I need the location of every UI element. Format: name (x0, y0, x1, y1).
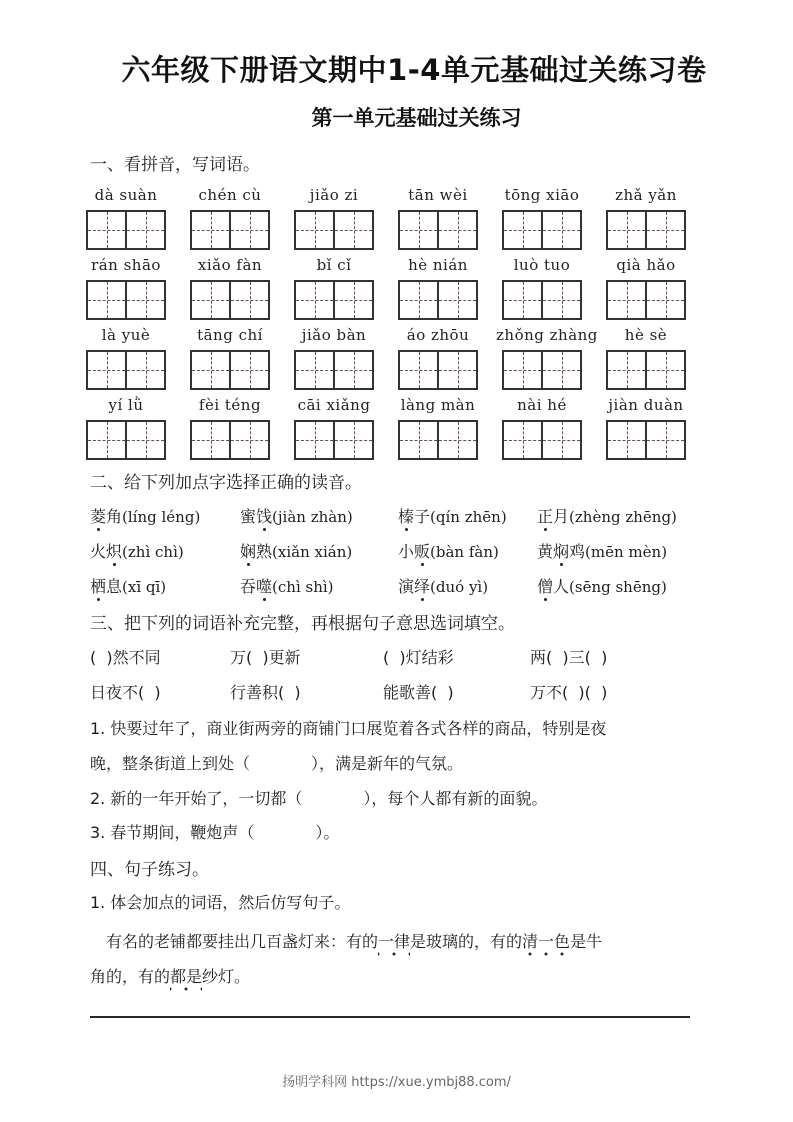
character-cell[interactable] (437, 422, 476, 458)
dotted-character: 噬 (256, 577, 273, 596)
character-cell[interactable] (541, 422, 580, 458)
reading-choice-item: 吞噬(chì shì) (240, 577, 334, 596)
tianzi-box[interactable] (398, 210, 478, 250)
character-cell[interactable] (125, 422, 164, 458)
idiom-blank-item[interactable]: 两( )三( ) (530, 648, 608, 667)
pinyin-label: jiàn duàn (608, 396, 684, 414)
unit-subtitle: 第一单元基础过关练习 (311, 106, 522, 130)
pronunciation-options[interactable]: (jiàn zhàn) (272, 508, 353, 526)
idiom-blank-item[interactable]: ( )灯结彩 (383, 648, 454, 667)
character-cell[interactable] (125, 352, 164, 388)
character-cell[interactable] (400, 212, 437, 248)
fill-sentence-2: 2. 新的一年开始了，一切都（ ），每个人都有新的面貌。 (90, 789, 548, 808)
pinyin-label: rán shāo (91, 256, 161, 274)
pinyin-label: tān wèi (408, 186, 468, 204)
character-cell[interactable] (333, 282, 372, 318)
reading-choice-item: 小贩(bàn fàn) (398, 542, 499, 561)
section-4-heading: 四、句子练习。 (90, 860, 209, 880)
dotted-character: 僧 (537, 577, 554, 596)
character-cell[interactable] (608, 282, 645, 318)
tianzi-box[interactable] (398, 420, 478, 460)
pinyin-label: hè nián (408, 256, 468, 274)
pinyin-label: xiǎo fàn (197, 256, 263, 274)
character-cell[interactable] (333, 212, 372, 248)
character-cell[interactable] (296, 352, 333, 388)
reading-choice-item: 蜜饯(jiàn zhàn) (240, 507, 353, 526)
character-cell[interactable] (504, 212, 541, 248)
reading-choice-item: 栖息(xī qī) (90, 577, 167, 596)
dotted-character: 菱 (90, 507, 107, 526)
page-title: 六年级下册语文期中1-4单元基础过关练习卷 (121, 53, 707, 87)
pinyin-label: chén cù (198, 186, 262, 204)
pinyin-label: qià hǎo (616, 256, 676, 274)
dotted-character: 焖 (553, 542, 570, 561)
tianzi-box[interactable] (86, 210, 166, 250)
reading-choice-item: 榛子(qín zhēn) (398, 507, 507, 526)
character-cell[interactable] (296, 422, 333, 458)
character-cell[interactable] (437, 282, 476, 318)
pronunciation-options[interactable]: (duó yì) (430, 578, 489, 596)
pinyin-label: zhǎ yǎn (615, 186, 677, 204)
idiom-blank-item[interactable]: 万( )更新 (230, 648, 301, 667)
pronunciation-options[interactable]: (sēng shēng) (569, 578, 667, 596)
section-2-heading: 二、给下列加点字选择正确的读音。 (90, 473, 362, 493)
reading-choice-item: 火炽(zhì chì) (90, 542, 184, 561)
pinyin-label: tāng chí (197, 326, 263, 344)
pinyin-label: yí lǜ (108, 396, 144, 414)
character-cell[interactable] (400, 352, 437, 388)
pronunciation-options[interactable]: (chì shì) (272, 578, 334, 596)
fill-sentence-1b: 晚，整条街道上到处（ ），满是新年的气氛。 (90, 754, 464, 773)
pronunciation-options[interactable]: (zhì chì) (122, 543, 184, 561)
pinyin-label: jiǎo bàn (301, 326, 367, 344)
dotted-word-qingyise: 清一色 (522, 932, 570, 957)
character-cell[interactable] (88, 422, 125, 458)
tianzi-box[interactable] (398, 350, 478, 390)
character-cell[interactable] (192, 282, 229, 318)
character-cell[interactable] (645, 352, 684, 388)
fill-sentence-1a: 1. 快要过年了，商业街两旁的商铺门口展览着各式各样的商品，特别是夜 (90, 719, 607, 738)
pinyin-label: là yuè (101, 326, 151, 344)
tianzi-box[interactable] (190, 420, 270, 460)
dotted-character: 炽 (106, 542, 123, 561)
tianzi-box[interactable] (502, 210, 582, 250)
character-cell[interactable] (608, 212, 645, 248)
pinyin-label: jiǎo zi (309, 186, 359, 204)
pinyin-label: tōng xiāo (504, 186, 580, 204)
idiom-blank-item[interactable]: 行善积( ) (230, 683, 301, 702)
character-cell[interactable] (125, 212, 164, 248)
pronunciation-options[interactable]: (líng léng) (122, 508, 201, 526)
pronunciation-options[interactable]: (xiǎn xián) (272, 543, 353, 561)
idiom-blank-item[interactable]: ( )然不同 (90, 648, 161, 667)
tianzi-box[interactable] (606, 210, 686, 250)
section-3-heading: 三、把下列的词语补充完整，再根据句子意思选词填空。 (90, 614, 515, 634)
tianzi-box[interactable] (294, 350, 374, 390)
tianzi-box[interactable] (190, 350, 270, 390)
character-cell[interactable] (296, 212, 333, 248)
dotted-word-doushi: 都是 (170, 967, 202, 992)
tianzi-box[interactable] (86, 420, 166, 460)
pinyin-label: luò tuo (513, 256, 571, 274)
pinyin-label: nài hé (517, 396, 567, 414)
pronunciation-options[interactable]: (xī qī) (122, 578, 167, 596)
character-cell[interactable] (437, 352, 476, 388)
tianzi-box[interactable] (190, 280, 270, 320)
dotted-character: 榛 (398, 507, 415, 526)
idiom-blank-item[interactable]: 日夜不( ) (90, 683, 161, 702)
character-cell[interactable] (88, 282, 125, 318)
fill-sentence-3: 3. 春节期间，鞭炮声（ ）。 (90, 823, 340, 842)
tianzi-box[interactable] (86, 350, 166, 390)
tianzi-box[interactable] (502, 420, 582, 460)
tianzi-box[interactable] (398, 280, 478, 320)
pronunciation-options[interactable]: (qín zhēn) (430, 508, 507, 526)
character-cell[interactable] (229, 422, 268, 458)
sentence-practice-prompt: 1. 体会加点的词语，然后仿写句子。 (90, 893, 351, 912)
reading-choice-item: 黄焖鸡(mēn mèn) (537, 542, 668, 561)
character-cell[interactable] (645, 212, 684, 248)
character-cell[interactable] (229, 352, 268, 388)
character-cell[interactable] (88, 352, 125, 388)
pronunciation-options[interactable]: (bàn fàn) (430, 543, 499, 561)
dotted-character: 娴 (240, 542, 257, 561)
dotted-character: 栖 (90, 577, 107, 596)
character-cell[interactable] (645, 422, 684, 458)
pinyin-label: cāi xiǎng (297, 396, 371, 414)
reading-choice-item: 僧人(sēng shēng) (537, 577, 667, 596)
character-cell[interactable] (541, 352, 580, 388)
pinyin-label: dà suàn (94, 186, 158, 204)
character-cell[interactable] (541, 212, 580, 248)
footer-watermark: 扬明学科网 https://xue.ymbj88.com/ (282, 1075, 511, 1090)
character-cell[interactable] (192, 422, 229, 458)
pinyin-label: làng màn (400, 396, 476, 414)
character-cell[interactable] (296, 282, 333, 318)
pinyin-label: fèi téng (198, 396, 262, 414)
tianzi-box[interactable] (190, 210, 270, 250)
pinyin-label: áo zhōu (406, 326, 470, 344)
answer-writing-line[interactable] (90, 1016, 690, 1018)
example-sentence-line-1: 有名的老铺都要挂出几百盏灯来：有的一律是玻璃的，有的清一色是牛 (106, 929, 602, 952)
character-cell[interactable] (192, 352, 229, 388)
character-cell[interactable] (504, 282, 541, 318)
character-cell[interactable] (88, 212, 125, 248)
dotted-character: 饯 (256, 507, 273, 526)
character-cell[interactable] (608, 422, 645, 458)
character-cell[interactable] (333, 422, 372, 458)
character-cell[interactable] (192, 212, 229, 248)
reading-choice-item: 正月(zhèng zhēng) (537, 507, 677, 526)
pronunciation-options[interactable]: (zhèng zhēng) (569, 508, 677, 526)
tianzi-box[interactable] (86, 280, 166, 320)
pinyin-label: zhǒng zhàng (496, 326, 598, 344)
reading-choice-item: 菱角(líng léng) (90, 507, 201, 526)
tianzi-box[interactable] (606, 350, 686, 390)
character-cell[interactable] (608, 352, 645, 388)
character-cell[interactable] (229, 282, 268, 318)
character-cell[interactable] (333, 352, 372, 388)
dotted-word-yilv: 一律 (378, 932, 410, 957)
character-cell[interactable] (400, 282, 437, 318)
pronunciation-options[interactable]: (mēn mèn) (585, 543, 668, 561)
character-cell[interactable] (504, 352, 541, 388)
dotted-character: 贩 (414, 542, 431, 561)
character-cell[interactable] (504, 422, 541, 458)
character-cell[interactable] (645, 282, 684, 318)
pinyin-label: hè sè (624, 326, 668, 344)
character-cell[interactable] (125, 282, 164, 318)
pinyin-label: bǐ cǐ (316, 256, 352, 274)
section-1-heading: 一、看拼音，写词语。 (90, 155, 260, 175)
reading-choice-item: 娴熟(xiǎn xián) (240, 542, 353, 561)
idiom-blank-item[interactable]: 万不( )( ) (530, 683, 608, 702)
example-sentence-line-2: 角的，有的都是纱灯。 (90, 964, 250, 987)
reading-choice-item: 演绎(duó yì) (398, 577, 489, 596)
tianzi-box[interactable] (606, 420, 686, 460)
dotted-character: 绎 (414, 577, 431, 596)
character-cell[interactable] (541, 282, 580, 318)
tianzi-box[interactable] (294, 210, 374, 250)
tianzi-box[interactable] (502, 280, 582, 320)
dotted-character: 正 (537, 507, 554, 526)
tianzi-box[interactable] (502, 350, 582, 390)
tianzi-box[interactable] (294, 280, 374, 320)
tianzi-box[interactable] (606, 280, 686, 320)
character-cell[interactable] (400, 422, 437, 458)
character-cell[interactable] (229, 212, 268, 248)
character-cell[interactable] (437, 212, 476, 248)
idiom-blank-item[interactable]: 能歌善( ) (383, 683, 454, 702)
tianzi-box[interactable] (294, 420, 374, 460)
